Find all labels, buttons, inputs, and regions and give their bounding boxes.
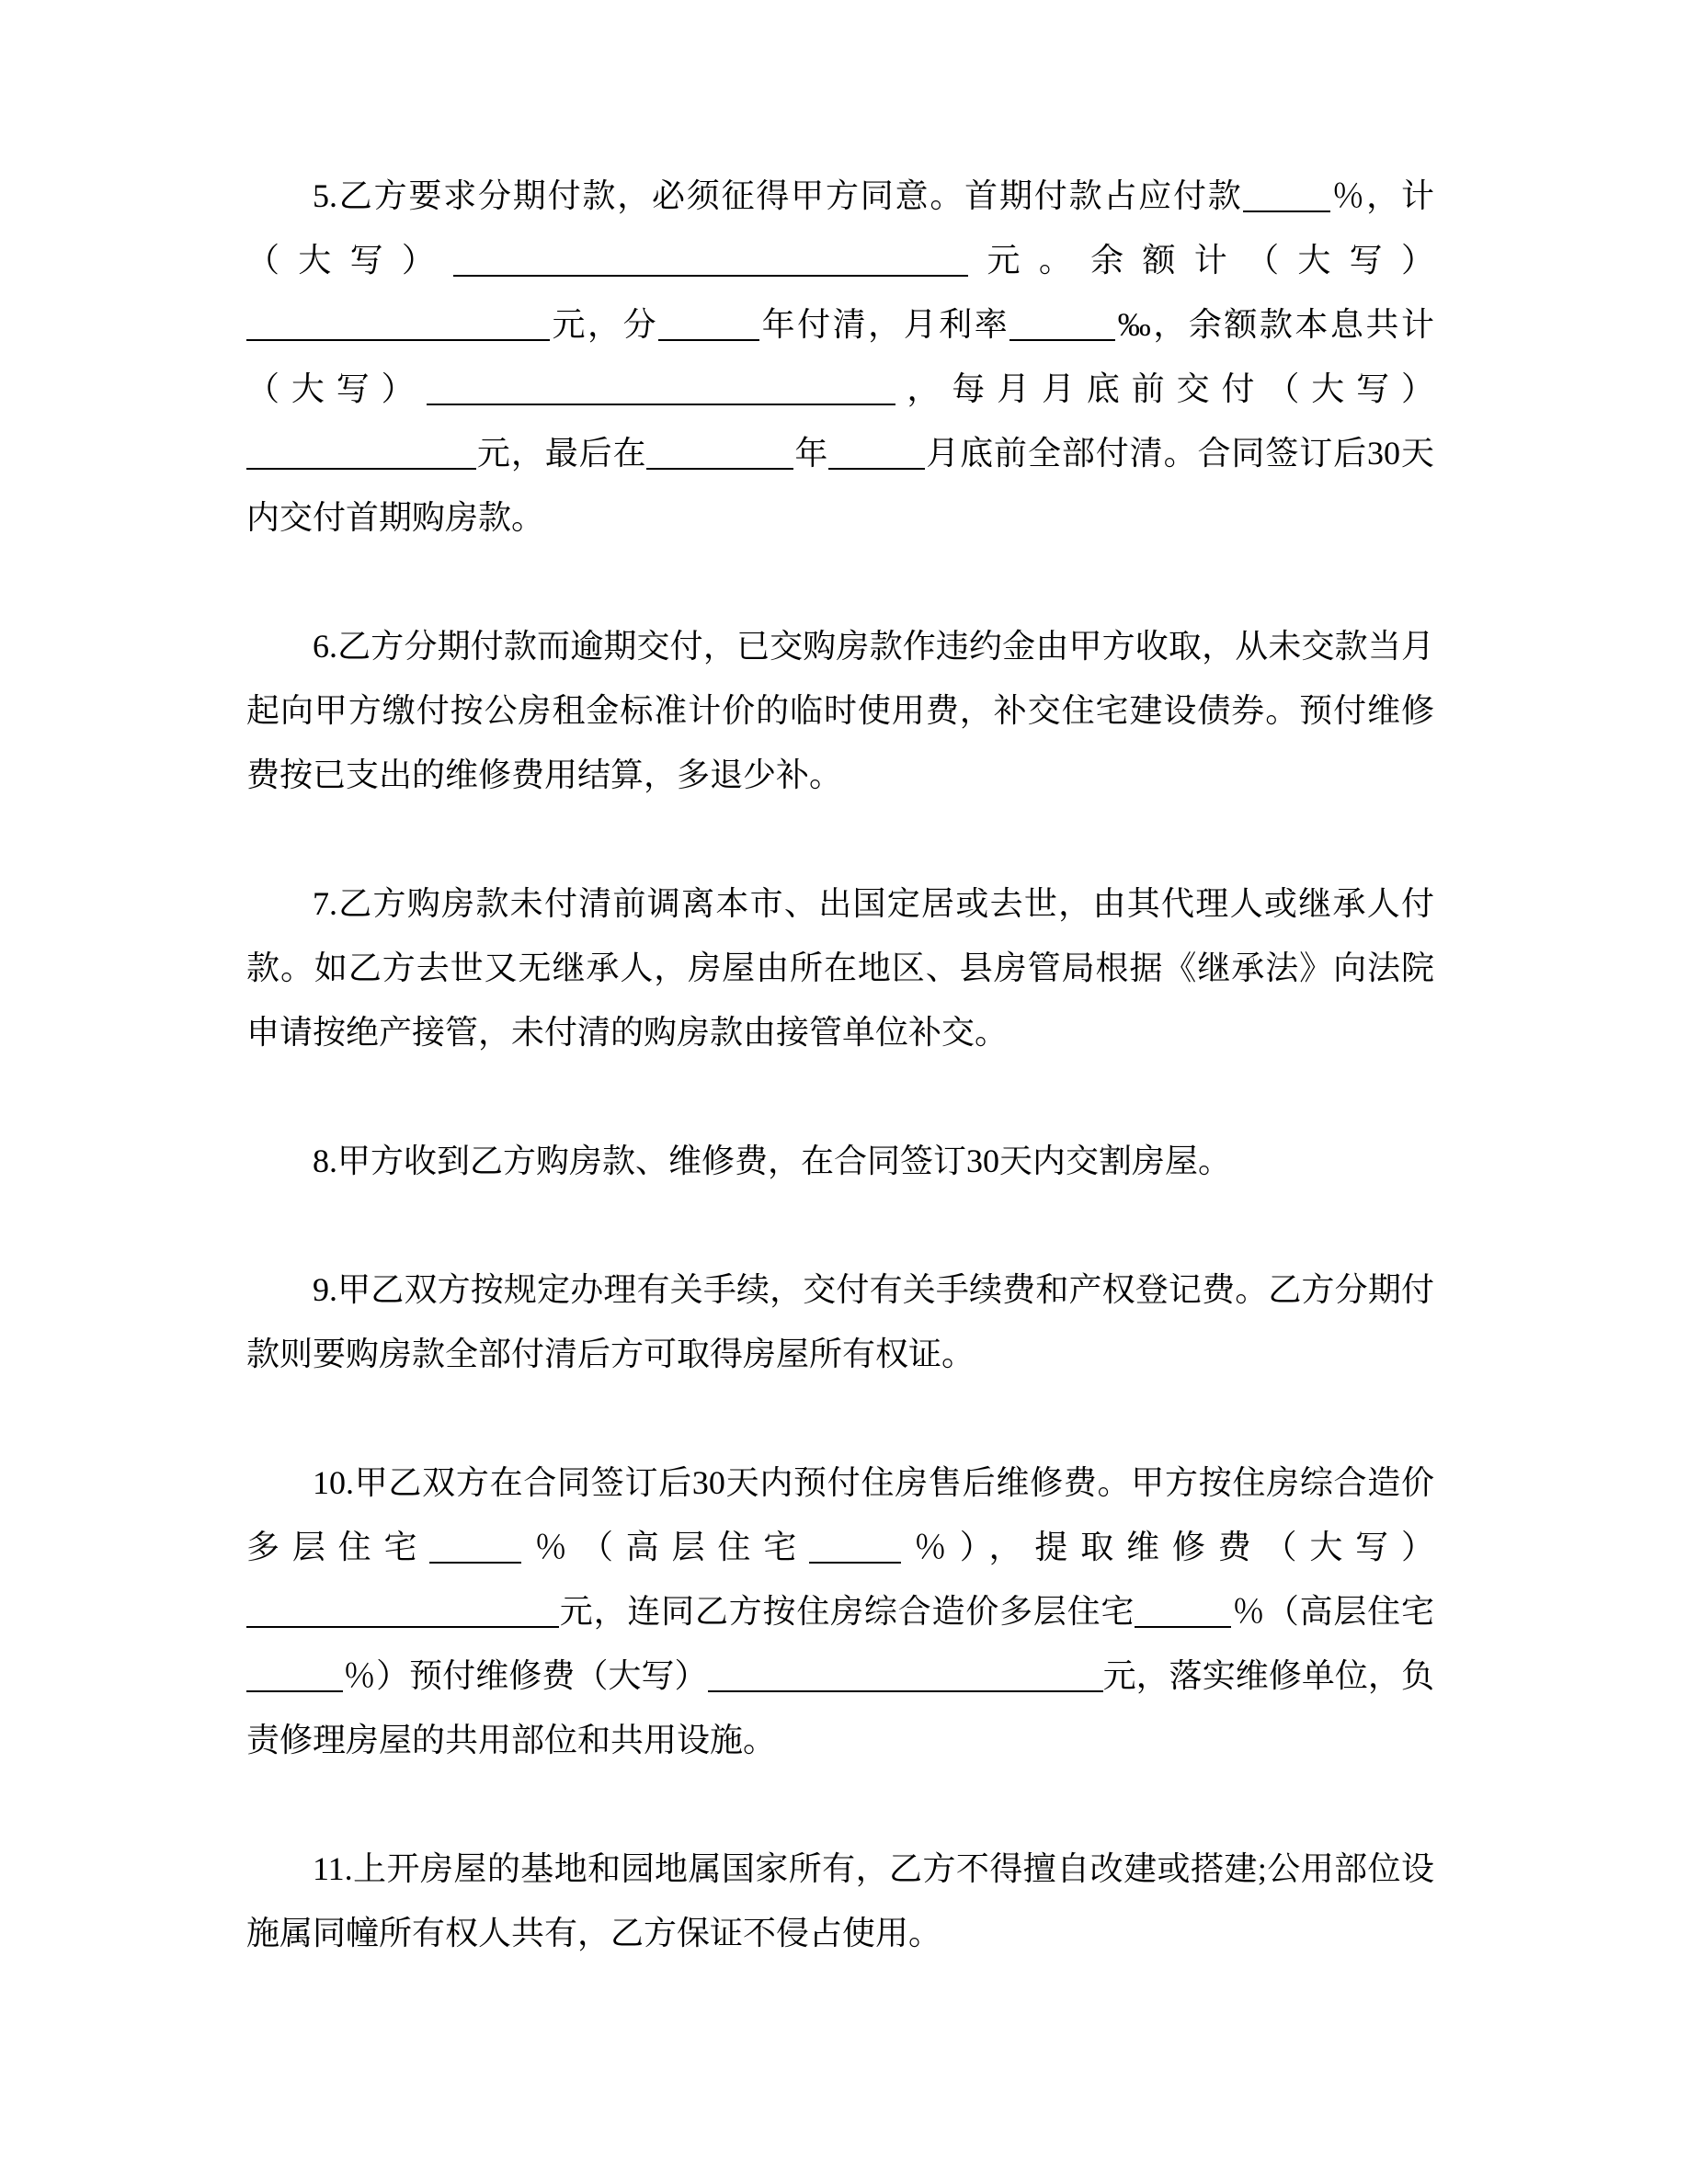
text-run: 9.甲乙双方按规定办理有关手续，交付有关手续费和产权登记费。乙方分期付款则要购房款全部付清后方可取得房屋所有权证。	[246, 1271, 1434, 1372]
paragraph-clause-6	[246, 614, 1434, 807]
fill-in-blank	[246, 301, 550, 341]
paragraph-clause-5	[246, 164, 1434, 550]
fill-in-blank	[429, 1523, 521, 1564]
text-run: 11.上开房屋的基地和园地属国家所有，乙方不得擅自改建或搭建;公用部位设施属同幢所有权人共有，乙方保证不侵占使用。	[246, 1850, 1434, 1951]
text-run: 元，最后在	[476, 435, 647, 472]
text-run: 元，连同乙方按住房综合造价多层住宅	[559, 1593, 1135, 1630]
fill-in-blank	[246, 429, 476, 470]
text-run: 5.乙方要求分期付款，必须征得甲方同意。首期付款占应付款	[313, 177, 1243, 214]
text-run: 年	[793, 435, 829, 472]
text-run: ，每月月底前交付（大写）	[895, 370, 1434, 407]
fill-in-blank	[427, 365, 895, 405]
fill-in-blank	[646, 429, 793, 470]
text-run: 8.甲方收到乙方购房款、维修费，在合同签订30天内交割房屋。	[313, 1143, 1232, 1179]
text-run: ％，计（大写）	[246, 177, 1434, 279]
paragraph-clause-10	[246, 1450, 1434, 1772]
text-run: ％（高层住宅	[1231, 1593, 1434, 1630]
text-run: ％）预付维修费（大写）	[343, 1657, 708, 1694]
paragraph-clause-9	[246, 1257, 1434, 1386]
fill-in-blank	[1243, 172, 1330, 212]
fill-in-blank	[708, 1652, 1103, 1692]
text-run: 月底前全部付清。合同签订后30天内交付首期购房款。	[246, 435, 1434, 536]
text-run: 6.乙方分期付款而逾期交付，已交购房款作违约金由甲方收取，从未交款当月起向甲方缴付按公房租金标准计价的临时使用费，补交住宅建设债券。预付维修费按已支出的维修费用结算，多退少补。	[246, 628, 1434, 793]
fill-in-blank	[246, 1652, 343, 1692]
fill-in-blank	[1135, 1587, 1231, 1628]
text-run: ％（高层住宅	[521, 1529, 810, 1565]
text-run: ‰，余额款本息共计（大写）	[246, 306, 1434, 407]
fill-in-blank	[453, 236, 968, 277]
paragraph-clause-7	[246, 871, 1434, 1064]
text-run: 年付清，月利率	[759, 306, 1010, 343]
fill-in-blank	[1009, 301, 1115, 341]
text-run: 元。余额计（大写）	[968, 242, 1434, 279]
fill-in-blank	[809, 1523, 901, 1564]
fill-in-blank	[246, 1587, 559, 1628]
paragraph-clause-11	[246, 1837, 1434, 1965]
paragraph-clause-8	[246, 1129, 1434, 1193]
text-run: 7.乙方购房款未付清前调离本市、出国定居或去世，由其代理人或继承人付款。如乙方去世又无继承人，房屋由所在地区、县房管局根据《继承法》向法院申请按绝产接管，未付清的购房款由接管单位补交。	[246, 885, 1434, 1051]
contract-body	[246, 164, 1434, 1965]
text-run: 元，落实维修单位，负责修理房屋的共用部位和共用设施。	[246, 1657, 1434, 1758]
fill-in-blank	[658, 301, 759, 341]
text-run: 10.甲乙双方在合同签订后30天内预付住房售后维修费。甲方按住房综合造价多层住宅	[246, 1464, 1434, 1565]
text-run: 元，分	[550, 306, 659, 343]
text-run: ％），提取维修费（大写）	[901, 1529, 1434, 1565]
fill-in-blank	[828, 429, 925, 470]
